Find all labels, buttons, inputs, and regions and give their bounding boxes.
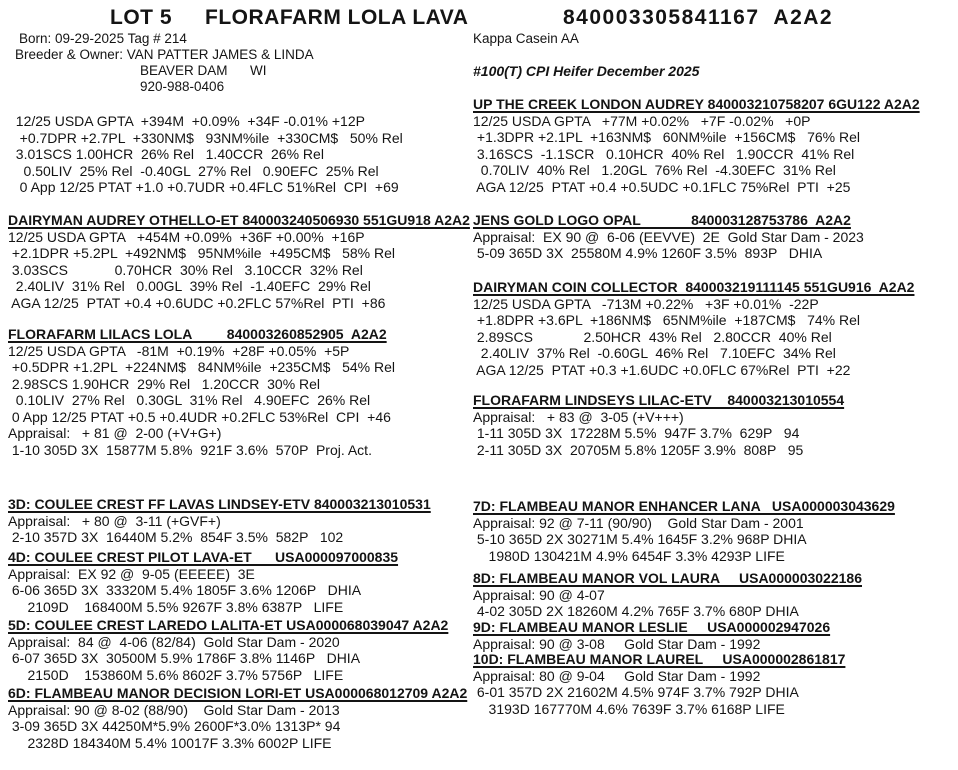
pedigree-block	[473, 651, 845, 717]
stat-line: 6-07 365D 3X 30500M 5.9% 1786F 3.8% 1146P DHIA	[8, 650, 361, 666]
stat-line: 0.50LIV 25% Rel -0.40GL 27% Rel 0.90EFC 25% Rel	[8, 162, 379, 179]
stat-line: 2-11 305D 3X 20705M 5.8% 1205F 3.9% 808P 95	[473, 441, 804, 458]
stat-line: AGA 12/25 PTAT +0.4 +0.5UDC +0.1FLC 75%Rel PTI +25	[473, 178, 851, 195]
pedigree-block	[473, 498, 895, 564]
stat-line: 2.40LIV 31% Rel 0.00GL 39% Rel -1.40EFC 29% Rel	[8, 278, 371, 294]
stat-line: +1.3DPR +2.1PL +163NM$ 60NM%ile +156CM$ 76% Rel	[473, 129, 861, 145]
stat-line: 1-11 305D 3X 17228M 5.5% 947F 3.7% 629P 94	[473, 425, 800, 441]
stat-line: 3.16SCS -1.1SCR 0.10HCR 40% Rel 1.90CCR 41% Rel	[473, 145, 855, 162]
stat-line: AGA 12/25 PTAT +0.3 +1.6UDC +0.0FLC 67%Rel PTI +22	[473, 361, 851, 378]
stat-line: +1.8DPR +3.6PL +186NM$ 65NM%ile +187CM$ 74% Rel	[473, 312, 861, 328]
pedigree-block	[8, 113, 403, 196]
stat-line: 2.89SCS 2.50HCR 43% Rel 2.80CCR 40% Rel	[473, 328, 832, 345]
stat-line: Appraisal: EX 90 @ 6-06 (EEVVE) 2E Gold Star Dam - 2023	[473, 228, 864, 245]
stat-line: 6-06 365D 3X 33320M 5.4% 1805F 3.6% 1206P DHIA	[8, 582, 362, 598]
stat-line: 4-02 305D 2X 18260M 4.2% 765F 3.7% 680P DHIA	[473, 603, 799, 619]
pedigree-block-title: 7D: FLAMBEAU MANOR ENHANCER LANA USA000003043629	[473, 498, 895, 514]
stat-line: 0.10LIV 27% Rel 0.30GL 31% Rel 4.90EFC 26% Rel	[8, 392, 371, 408]
stat-line: Appraisal: 90 @ 3-08 Gold Star Dam - 1992	[473, 635, 761, 652]
stat-line: 2109D 168400M 5.5% 9267F 3.8% 6387P LIFE	[8, 598, 344, 615]
stat-line: 0.70LIV 40% Rel 1.20GL 76% Rel -4.30EFC 31% Rel	[473, 162, 836, 178]
stat-line: 2150D 153860M 5.6% 8602F 3.7% 5756P LIFE	[8, 666, 344, 683]
born-line: Born: 09-29-2025 Tag # 214	[19, 31, 187, 46]
stat-line: 3.01SCS 1.00HCR 26% Rel 1.40CCR 26% Rel	[8, 146, 324, 162]
stat-line: +2.1DPR +5.2PL +492NM$ 95NM%ile +495CM$ 58% Rel	[8, 245, 396, 261]
pedigree-block-title: DAIRYMAN AUDREY OTHELLO-ET 840003240506930 551GU918 A2A2	[8, 212, 470, 228]
pedigree-block	[8, 496, 431, 546]
cpi-heifer-note: #100(T) CPI Heifer December 2025	[473, 63, 700, 79]
stat-line: Appraisal: 80 @ 9-04 Gold Star Dam - 1992	[473, 667, 761, 684]
stat-line: Appraisal: 90 @ 8-02 (88/90) Gold Star Dam - 2013	[8, 701, 340, 718]
stat-line: 12/25 USDA GPTA +454M +0.09% +36F +0.00% +16P	[8, 228, 365, 245]
pedigree-block-title: JENS GOLD LOGO OPAL 840003128753786 A2A2	[473, 212, 851, 228]
stat-line: 0 App 12/25 PTAT +1.0 +0.7UDR +0.4FLC 51%Rel CPI +69	[8, 179, 399, 195]
pedigree-block	[473, 570, 862, 620]
pedigree-block-title: FLORAFARM LILACS LOLA 840003260852905 A2A2	[8, 326, 387, 342]
stat-line: AGA 12/25 PTAT +0.4 +0.6UDC +0.2FLC 57%Rel PTI +86	[8, 294, 386, 311]
pedigree-block	[8, 212, 470, 311]
stat-line: 0 App 12/25 PTAT +0.5 +0.4UDR +0.2FLC 53%Rel CPI +46	[8, 408, 391, 425]
pedigree-block-title: 10D: FLAMBEAU MANOR LAUREL USA000002861817	[473, 651, 846, 667]
stat-line: Appraisal: EX 92 @ 9-05 (EEEEE) 3E	[8, 565, 255, 582]
stat-line: 5-10 365D 2X 30271M 5.4% 1645F 3.2% 968P DHIA	[473, 531, 807, 547]
stat-line: Appraisal: + 83 @ 3-05 (+V+++)	[473, 408, 684, 425]
pedigree-block-title: FLORAFARM LINDSEYS LILAC-ETV 840003213010554	[473, 392, 845, 408]
animal-name: FLORAFARM LOLA LAVA	[205, 6, 469, 29]
pedigree-block-title: 9D: FLAMBEAU MANOR LESLIE USA000002947026	[473, 619, 831, 635]
stat-line: 2-10 357D 3X 16440M 5.2% 854F 3.5% 582P 102	[8, 529, 344, 545]
pedigree-block	[8, 549, 398, 615]
stat-line: +0.7DPR +2.7PL +330NM$ 93NM%ile +330CM$ 50% Rel	[8, 129, 403, 146]
pedigree-block	[473, 619, 830, 652]
stat-line: 3193D 167770M 4.6% 7639F 3.7% 6168P LIFE	[473, 700, 785, 717]
breeder-owner-line: Breeder & Owner: VAN PATTER JAMES & LINDA	[15, 47, 314, 62]
pedigree-block-title: 5D: COULEE CREST LAREDO LALITA-ET USA000068039047 A2A2	[8, 617, 449, 633]
pedigree-block	[8, 326, 395, 458]
stat-line: 12/25 USDA GPTA -81M +0.19% +28F +0.05% +5P	[8, 342, 350, 359]
pedigree-block-title: 8D: FLAMBEAU MANOR VOL LAURA USA000003022186	[473, 570, 862, 586]
stat-line: 12/25 USDA GPTA +394M +0.09% +34F -0.01% +12P	[8, 113, 365, 129]
stat-line: 3-09 365D 3X 44250M*5.9% 2600F*3.0% 1313P* 94	[8, 718, 341, 734]
pedigree-block-title: 3D: COULEE CREST FF LAVAS LINDSEY-ETV 840003213010531	[8, 496, 431, 512]
pedigree-block	[473, 279, 914, 378]
stat-line: 2.40LIV 37% Rel -0.60GL 46% Rel 7.10EFC 34% Rel	[473, 345, 836, 361]
stat-line: Appraisal: 90 @ 4-07	[473, 586, 605, 603]
stat-line: 5-09 365D 3X 25580M 4.9% 1260F 3.5% 893P DHIA	[473, 245, 823, 261]
stat-line: 1-10 305D 3X 15877M 5.8% 921F 3.6% 570P Proj. Act.	[8, 441, 372, 458]
pedigree-block-title: 4D: COULEE CREST PILOT LAVA-ET USA000097000835	[8, 549, 399, 565]
pedigree-block	[8, 685, 467, 751]
pedigree-block	[8, 617, 448, 683]
pedigree-block	[473, 392, 844, 458]
stat-line: 1980D 130421M 4.9% 6454F 3.3% 4293P LIFE	[473, 547, 785, 564]
pedigree-block	[473, 96, 920, 195]
stat-line: +0.5DPR +1.2PL +224NM$ 84NM%ile +235CM$ 54% Rel	[8, 359, 396, 375]
stat-line: Appraisal: + 80 @ 3-11 (+GVF+)	[8, 512, 221, 529]
stat-line: 6-01 357D 2X 21602M 4.5% 974F 3.7% 792P DHIA	[473, 684, 799, 700]
stat-line: 12/25 USDA GPTA +77M +0.02% +7F -0.02% +0P	[473, 112, 811, 129]
pedigree-block-title: DAIRYMAN COIN COLLECTOR 840003219111145 551GU916 A2A2	[473, 279, 915, 295]
stat-line: Appraisal: 92 @ 7-11 (90/90) Gold Star Dam - 2001	[473, 514, 804, 531]
stat-line: 3.03SCS 0.70HCR 30% Rel 3.10CCR 32% Rel	[8, 261, 363, 278]
stat-line: Appraisal: + 81 @ 2-00 (+V+G+)	[8, 425, 222, 441]
stat-line: 2.98SCS 1.90HCR 29% Rel 1.20CCR 30% Rel	[8, 375, 321, 392]
pedigree-block-title: 6D: FLAMBEAU MANOR DECISION LORI-ET USA000068012709 A2A2	[8, 685, 468, 701]
stat-line: Appraisal: 84 @ 4-06 (82/84) Gold Star Dam - 2020	[8, 633, 340, 650]
phone-line: 920-988-0406	[140, 79, 225, 94]
lot-number: LOT 5	[110, 6, 173, 29]
kappa-casein-note: Kappa Casein AA	[473, 31, 579, 46]
pedigree-block-title: UP THE CREEK LONDON AUDREY 840003210758207 6GU122 A2A2	[473, 96, 920, 112]
stat-line: 12/25 USDA GPTA -713M +0.22% +3F +0.01% -22P	[473, 295, 819, 312]
pedigree-block	[473, 212, 864, 262]
city-state-line: BEAVER DAM WI	[140, 63, 267, 78]
stat-line: 2328D 184340M 5.4% 10017F 3.3% 6002P LIFE	[8, 734, 332, 751]
registration-number: 840003305841167 A2A2	[563, 6, 834, 29]
